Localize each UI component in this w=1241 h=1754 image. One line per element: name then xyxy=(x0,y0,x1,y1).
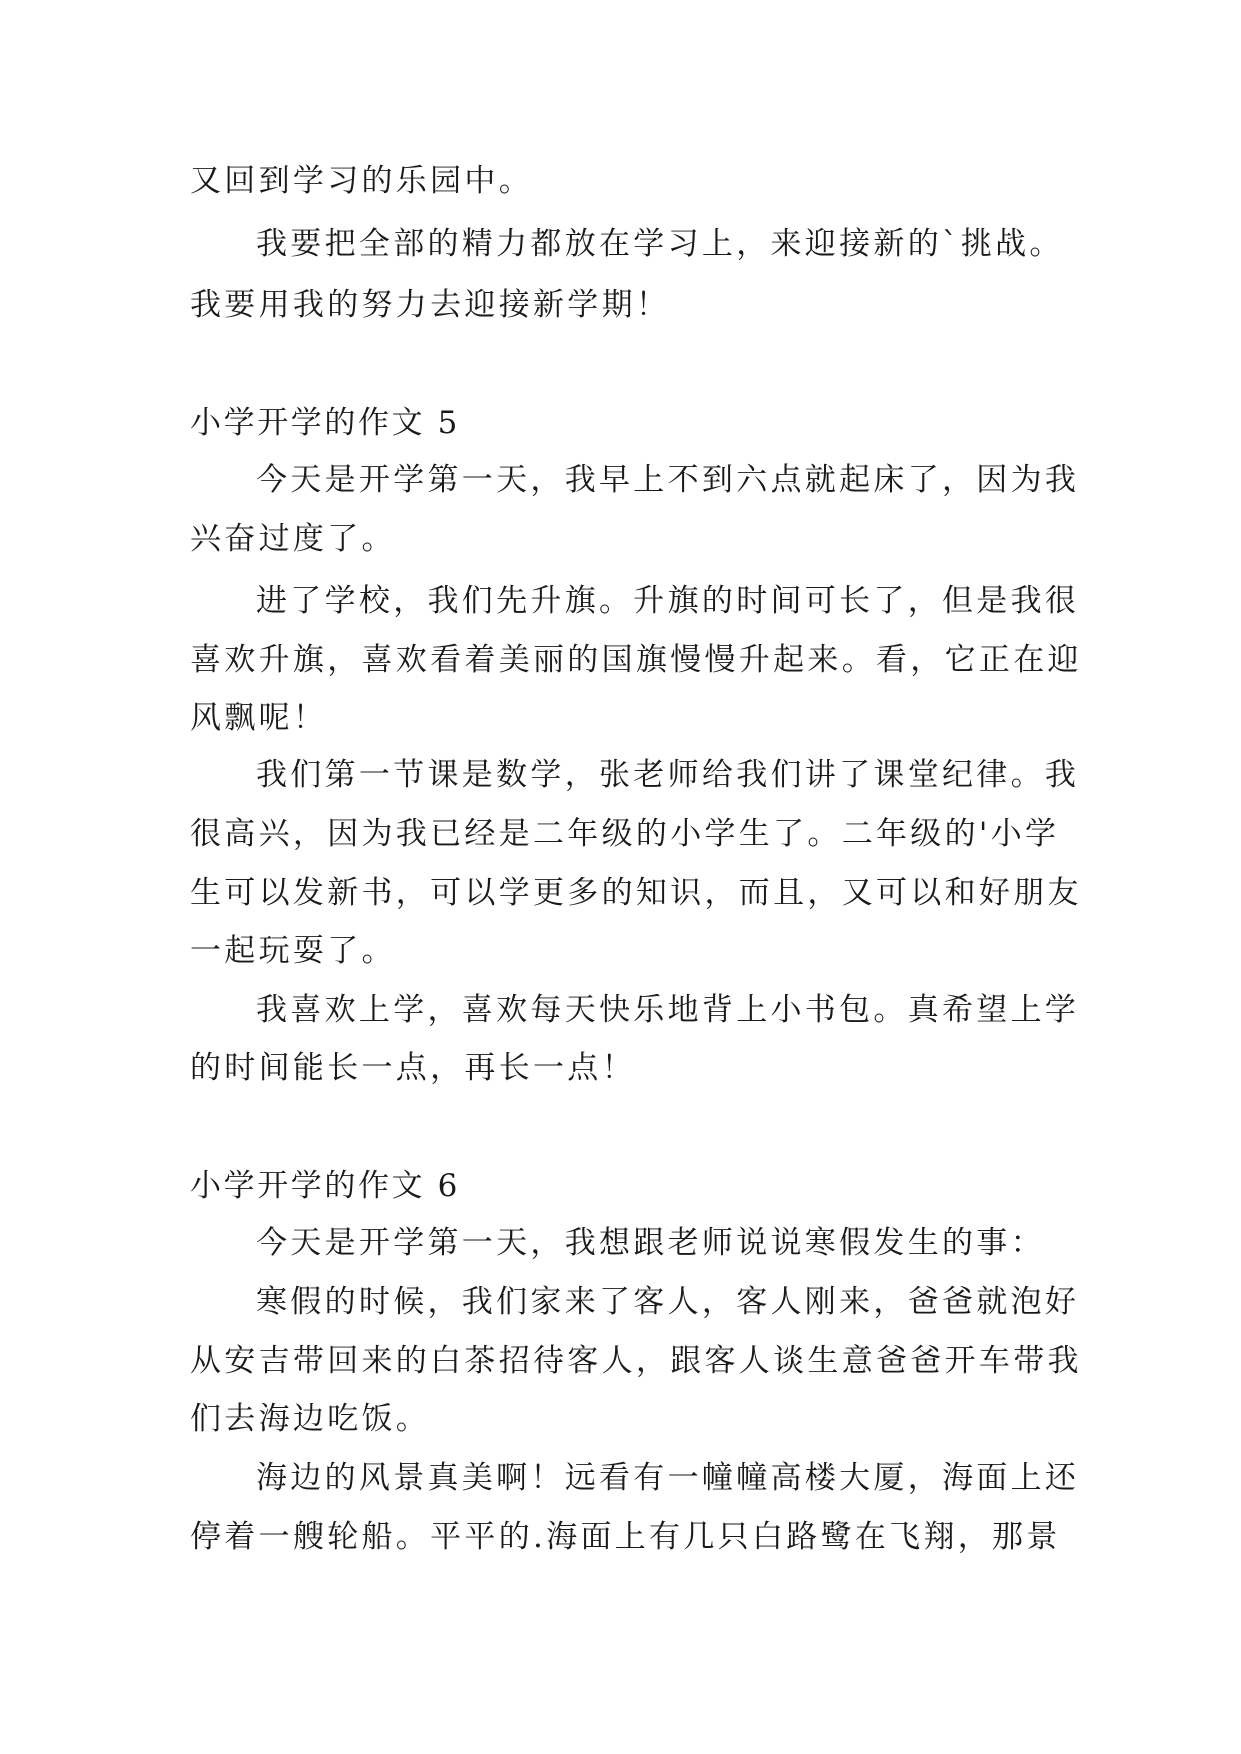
text-line: 生可以发新书，可以学更多的知识，而且，又可以和好朋友 xyxy=(190,875,1082,911)
text-line: 我喜欢上学，喜欢每天快乐地背上小书包。真希望上学 xyxy=(256,992,1080,1028)
text-line: 又回到学习的乐园中。 xyxy=(190,163,533,199)
text-line: 海边的风景真美啊！远看有一幢幢高楼大厦，海面上还 xyxy=(256,1460,1080,1496)
text-line: 我要把全部的精力都放在学习上，来迎接新的`挑战。 xyxy=(256,226,1064,262)
text-line: 进了学校，我们先升旗。升旗的时间可长了，但是我很 xyxy=(256,583,1080,619)
text-line: 一起玩耍了。 xyxy=(190,933,396,969)
text-line: 喜欢升旗，喜欢看着美丽的国旗慢慢升起来。看，它正在迎 xyxy=(190,642,1082,678)
text-line: 今天是开学第一天，我早上不到六点就起床了，因为我 xyxy=(256,462,1080,498)
text-line: 从安吉带回来的白茶招待客人，跟客人谈生意爸爸开车带我 xyxy=(190,1343,1082,1379)
text-line: 的时间能长一点，再长一点！ xyxy=(190,1050,636,1086)
text-line: 很高兴，因为我已经是二年级的小学生了。二年级的'小学 xyxy=(190,816,1060,852)
text-line: 兴奋过度了。 xyxy=(190,521,396,557)
text-line: 我要用我的努力去迎接新学期！ xyxy=(190,287,671,323)
text-line: 停着一艘轮船。平平的.海面上有几只白路鹭在飞翔，那景 xyxy=(190,1519,1061,1555)
section-heading: 小学开学的作文 6 xyxy=(190,1168,460,1204)
section-heading: 小学开学的作文 5 xyxy=(190,405,460,441)
text-line: 我们第一节课是数学，张老师给我们讲了课堂纪律。我 xyxy=(256,757,1080,793)
text-line: 风飘呢！ xyxy=(190,700,328,736)
text-line: 今天是开学第一天，我想跟老师说说寒假发生的事： xyxy=(256,1225,1045,1261)
text-line: 们去海边吃饭。 xyxy=(190,1401,431,1437)
text-line: 寒假的时候，我们家来了客人，客人刚来，爸爸就泡好 xyxy=(256,1284,1080,1320)
